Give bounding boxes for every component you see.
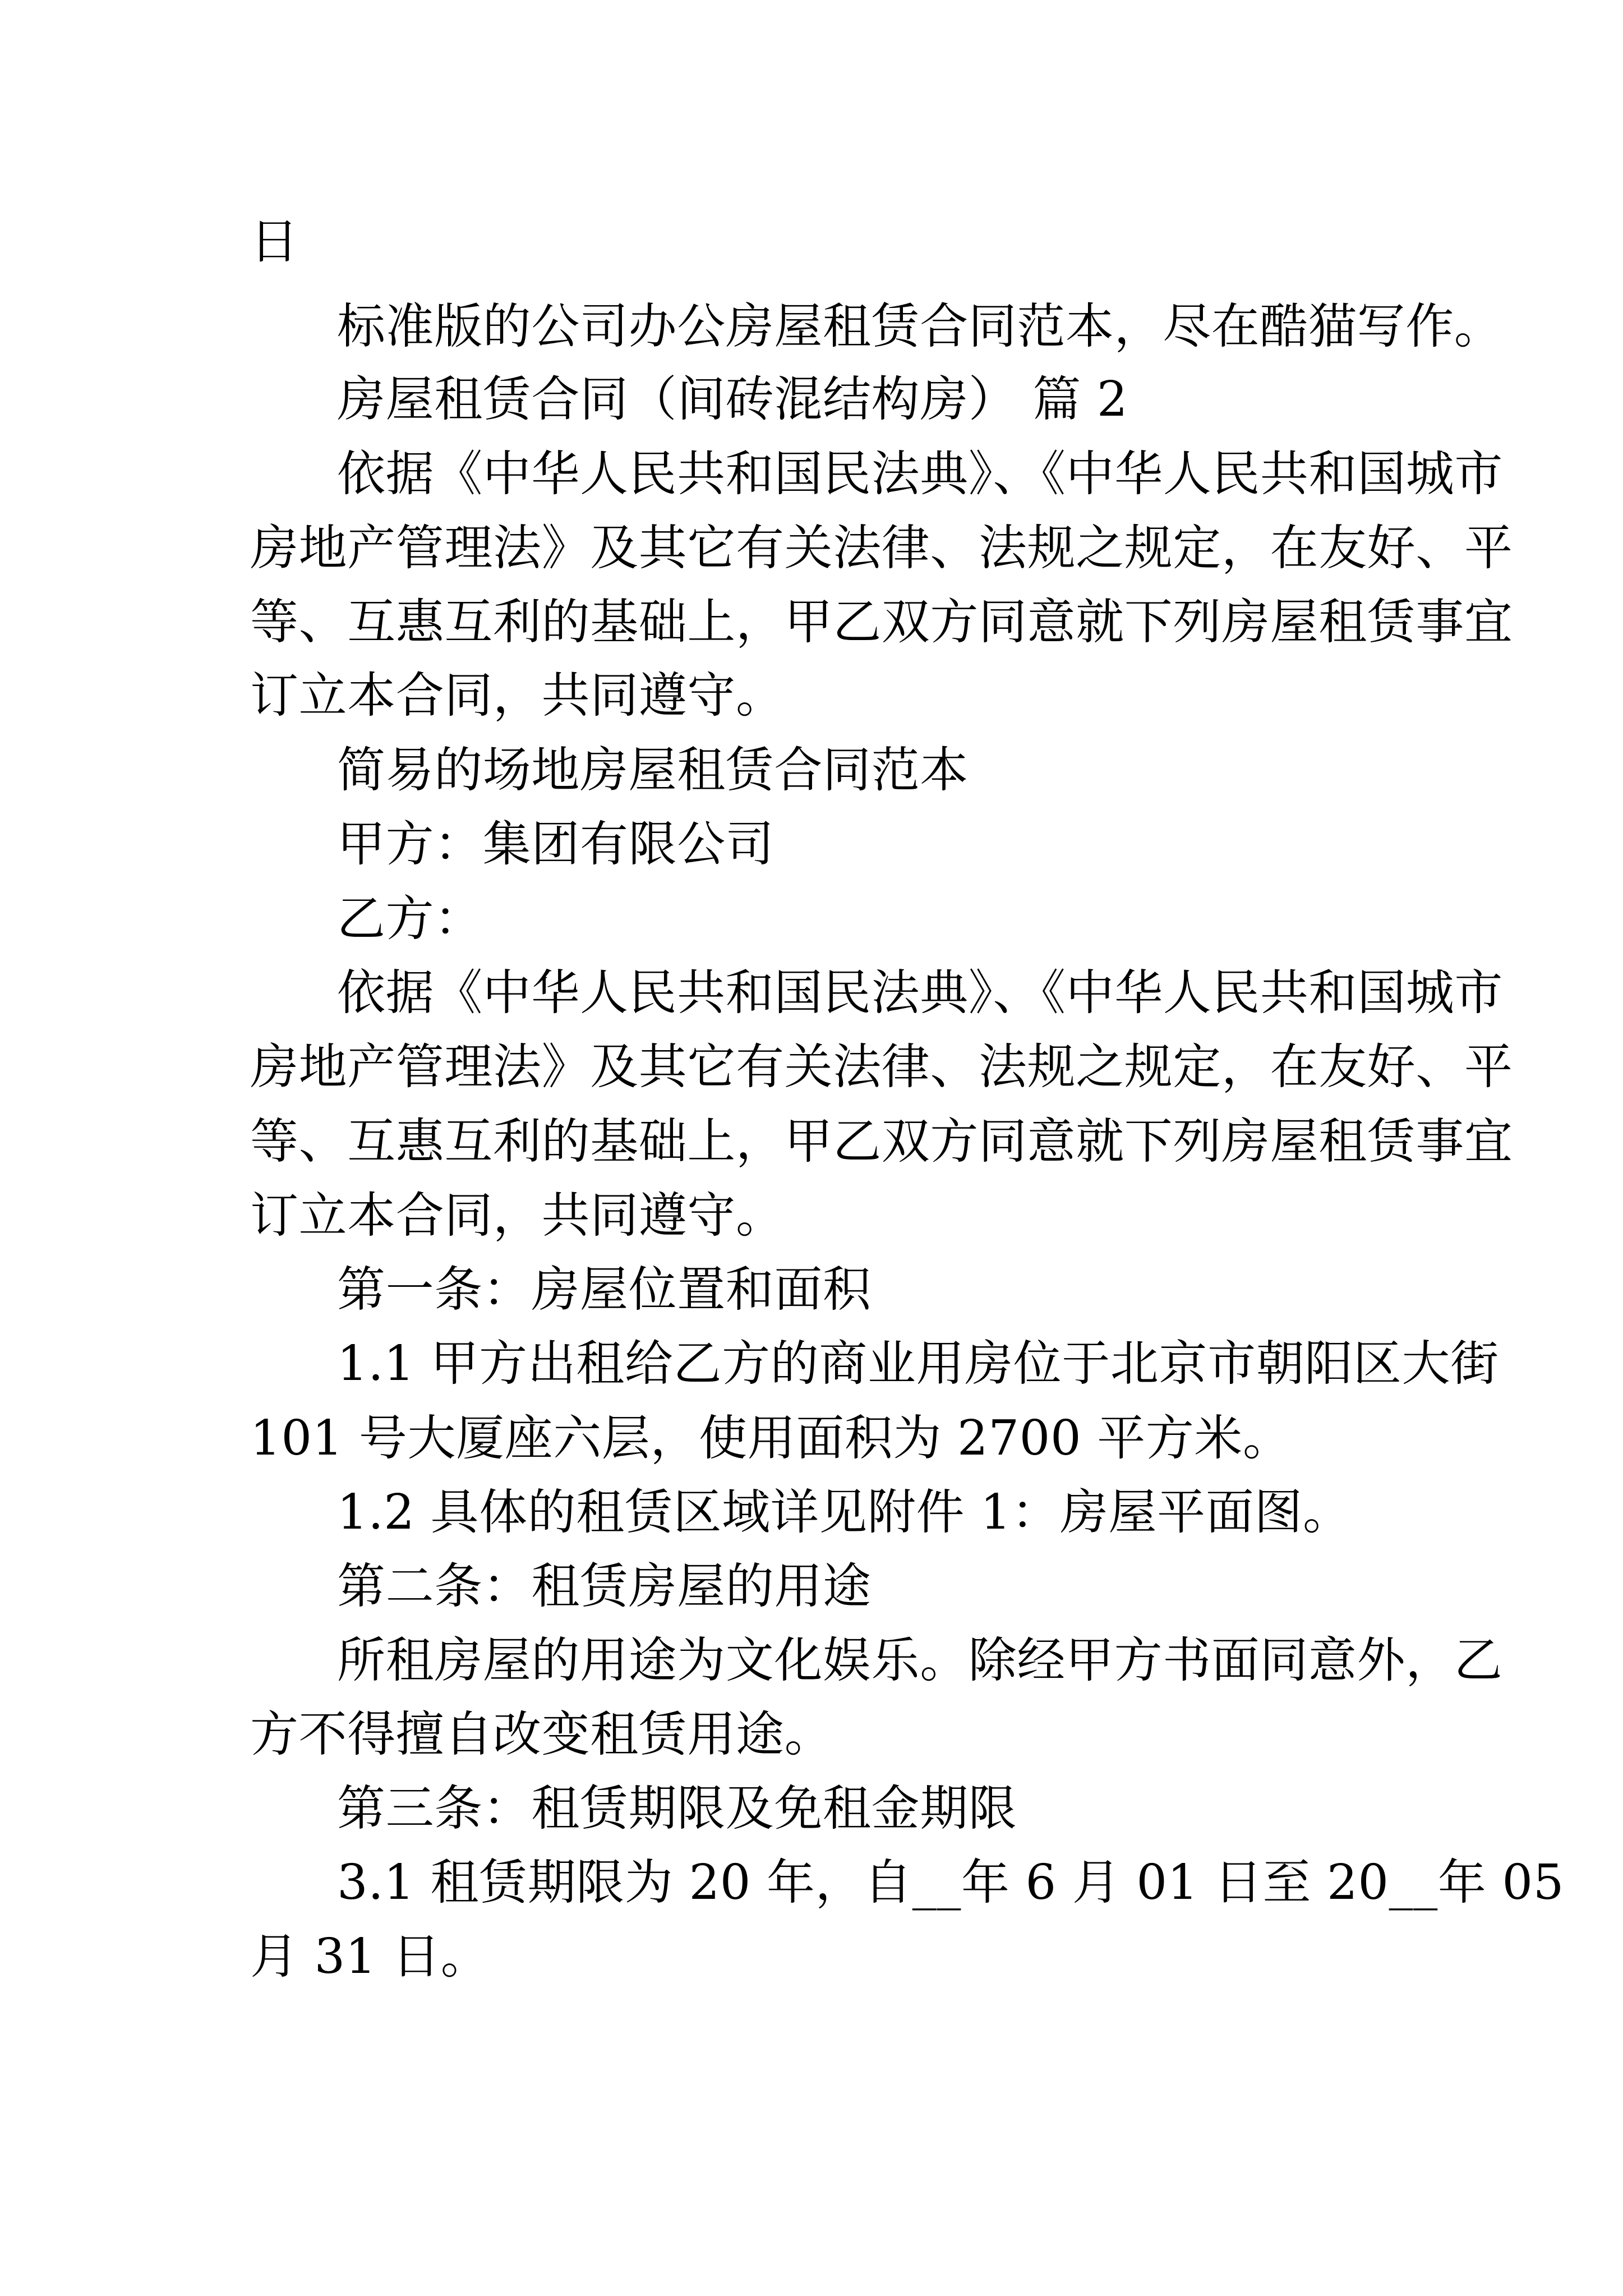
text-line: 3.1 租赁期限为 20 年，自__年 6 月 01 日至 20__年 05 (337, 1855, 1565, 1911)
text-line: 依据《中华人民共和国民法典》、《中华人民共和国城市 (337, 965, 1503, 1021)
text-line: 1.2 具体的租赁区域详见附件 1：房屋平面图。 (337, 1484, 1352, 1540)
article-heading: 第二条：租赁房屋的用途 (337, 1558, 872, 1614)
text-line: 月 31 日。 (250, 1929, 490, 1985)
party-b: 乙方： (337, 891, 483, 947)
text-line: 房地产管理法》及其它有关法律、法规之规定，在友好、平 (250, 1039, 1513, 1095)
text-line: 房地产管理法》及其它有关法律、法规之规定，在友好、平 (250, 520, 1513, 576)
article-heading: 第一条：房屋位置和面积 (337, 1262, 872, 1318)
document-title: 简易的场地房屋租赁合同范本 (337, 742, 969, 798)
text-line: 标准版的公司办公房屋租赁合同范本，尽在酷猫写作。 (337, 298, 1503, 355)
text-line: 订立本合同，共同遵守。 (250, 668, 785, 724)
text-line: 1.1 甲方出租给乙方的商业用房位于北京市朝阳区大街 (337, 1336, 1499, 1392)
text-line: 等、互惠互利的基础上，甲乙双方同意就下列房屋租赁事宜 (250, 1114, 1513, 1170)
text-line: 方不得擅自改变租赁用途。 (250, 1706, 833, 1763)
text-line: 所租房屋的用途为文化娱乐。除经甲方书面同意外，乙 (337, 1632, 1503, 1688)
text-line: 依据《中华人民共和国民法典》、《中华人民共和国城市 (337, 446, 1503, 502)
text-line: 订立本合同，共同遵守。 (250, 1188, 785, 1244)
text-line: 日 (250, 214, 299, 270)
section-heading: 房屋租赁合同（间砖混结构房） 篇 2 (337, 371, 1128, 427)
article-heading: 第三条：租赁期限及免租金期限 (337, 1780, 1017, 1837)
text-line: 101 号大厦座六层，使用面积为 2700 平方米。 (250, 1410, 1292, 1466)
party-a: 甲方：集团有限公司 (337, 816, 774, 872)
text-line: 等、互惠互利的基础上，甲乙双方同意就下列房屋租赁事宜 (250, 594, 1513, 650)
